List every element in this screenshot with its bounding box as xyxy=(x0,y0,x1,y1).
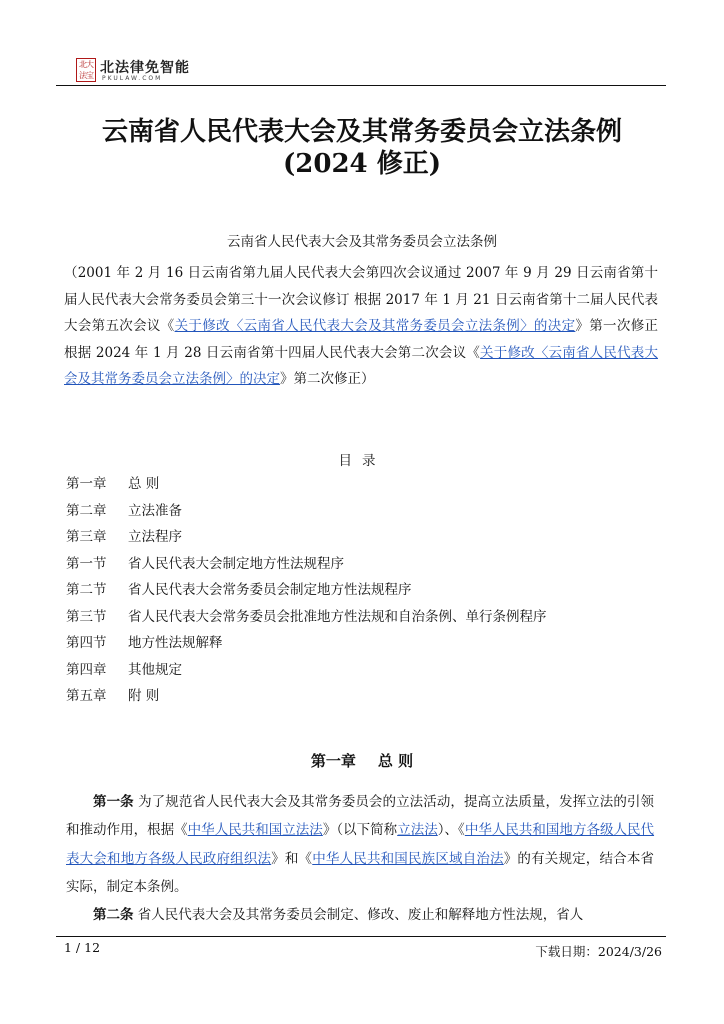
history-link-2017-decision[interactable]: 关于修改〈云南省人民代表大会及其常务委员会立法条例〉的决定 xyxy=(174,318,576,335)
table-of-contents xyxy=(66,471,547,710)
page-number: 1 / 12 xyxy=(64,940,101,955)
toc-item-num: 第三章 xyxy=(66,529,107,545)
toc-item xyxy=(66,471,547,498)
article-text: 为了规范省人民代表大会及其常务委员会的立法活动，提高立法质量，发挥立法的引领和推动作用，根据《 xyxy=(66,794,654,839)
article-text: ）、《 xyxy=(437,822,465,839)
download-date: 下载日期：2024/3/26 xyxy=(535,944,662,959)
toc-item xyxy=(66,577,547,604)
amendment-history xyxy=(64,260,658,393)
article-1 xyxy=(66,788,654,901)
site-header xyxy=(76,56,666,86)
toc-item-num: 第二章 xyxy=(66,502,107,519)
toc-item-label: 其他规定 xyxy=(128,661,182,678)
article-label: 第二条 xyxy=(93,907,134,924)
toc-item xyxy=(66,630,547,657)
title-line-1: 云南省人民代表大会及其常务委员会立法条例 xyxy=(101,117,622,147)
logo-url: PKULAW.COM xyxy=(102,75,163,82)
article-text: 》（以下简称 xyxy=(322,822,398,839)
logo-mark: 北大法宝 xyxy=(76,58,96,82)
chapter-heading xyxy=(56,750,668,771)
link-regional-autonomy-law[interactable]: 中华人民共和国民族区域自治法 xyxy=(312,850,504,867)
toc-item-num: 第一章 xyxy=(66,476,107,492)
logo-name: 北法律免智能 xyxy=(100,60,190,76)
header-divider xyxy=(56,85,666,86)
toc-item-label: 总 则 xyxy=(128,476,160,492)
toc-title: 目录 xyxy=(338,453,386,469)
toc-item-label: 立法程序 xyxy=(128,529,182,545)
toc-item-num: 第二节 xyxy=(66,582,107,598)
toc-item xyxy=(66,551,547,578)
toc-item-label: 地方性法规解释 xyxy=(128,635,223,651)
chapter-name: 总 则 xyxy=(377,752,414,770)
toc-item-label: 立法准备 xyxy=(128,502,182,519)
toc-item xyxy=(66,524,547,551)
toc-item-num: 第五章 xyxy=(66,688,107,704)
toc-item xyxy=(66,683,547,710)
document-title xyxy=(56,116,668,180)
article-text: 》和《 xyxy=(271,850,313,867)
history-text-3: 》第二次修正） xyxy=(280,371,375,388)
link-legislation-law[interactable]: 中华人民共和国立法法 xyxy=(187,822,323,839)
history-link-2024-decision[interactable]: 关于修改〈云南省人民代表大会及其常务委员会立法条例〉的决定 xyxy=(64,344,658,388)
toc-item-num: 第一节 xyxy=(66,555,107,572)
footer-divider xyxy=(56,936,666,937)
toc-item-label: 省人民代表大会常务委员会批准地方性法规和自治条例、单行条例程序 xyxy=(128,608,547,625)
history-text-1: （2001 年 2 月 16 日云南省第九届人民代表大会第四次会议通过 2007 年 9 月 29 日云南省第十届人民代表大会常务委员会第三十一次会议修订 根据 2017 年 1 月 21 日云南省第十二届人民代表大会第五次会议《 xyxy=(64,265,658,335)
toc-item-num: 第三节 xyxy=(66,608,107,625)
article-text: 省人民代表大会及其常务委员会制定、修改、废止和解释地方性法规，省人 xyxy=(133,907,584,924)
title-line-2: (2024 修正) xyxy=(282,149,442,179)
article-2 xyxy=(66,901,654,929)
document-body xyxy=(66,788,654,929)
toc-item-num: 第四章 xyxy=(66,661,107,678)
toc-item xyxy=(66,604,547,631)
toc-item xyxy=(66,498,547,525)
link-local-organization-law[interactable]: 中华人民共和国地方各级人民代表大会和地方各级人民政府组织法 xyxy=(66,822,655,867)
link-legislation-law-short[interactable]: 立法法 xyxy=(397,822,438,839)
toc-item-label: 省人民代表大会制定地方性法规程序 xyxy=(128,555,344,572)
toc-item-label: 附 则 xyxy=(128,688,160,704)
article-label: 第一条 xyxy=(93,794,134,810)
chapter-number: 第一章 xyxy=(310,752,356,770)
toc-item-num: 第四节 xyxy=(66,635,107,651)
article-text: 》的有关规定，结合本省实际，制定本条例。 xyxy=(66,850,655,895)
history-text-2: 》第一次修正 根据 2024 年 1 月 28 日云南省第十四届人民代表大会第二次会议《 xyxy=(64,318,659,361)
toc-item-label: 省人民代表大会常务委员会制定地方性法规程序 xyxy=(128,582,412,598)
document-name: 云南省人民代表大会及其常务委员会立法条例 xyxy=(227,234,497,250)
toc-item xyxy=(66,657,547,684)
